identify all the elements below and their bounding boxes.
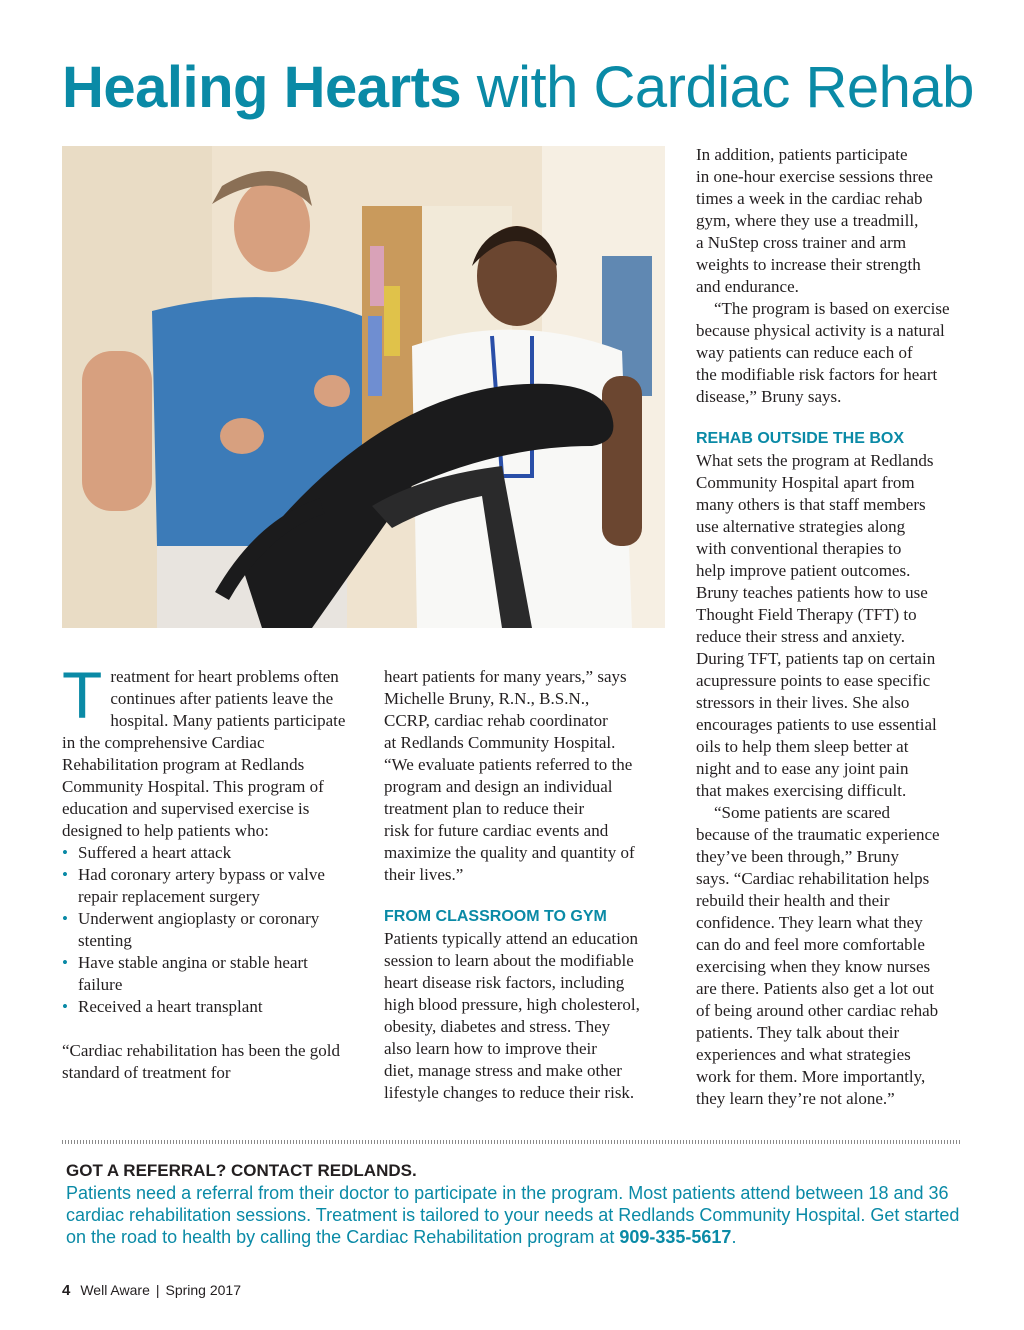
intro-paragraph	[62, 658, 352, 842]
bullet-icon: •	[62, 909, 68, 928]
column-2	[384, 666, 669, 1104]
list-item	[62, 864, 352, 908]
title-bold: Healing Hearts	[62, 55, 462, 120]
alternative-strategies-paragraph: What sets the program at Redlands Community Hospital apart from many others is that staff members use alternative strategies along with conventional therapies to help improve patient outcomes. Bruny teaches patients how to use Thought Field Therapy (TFT) to reduce their stress and anxiety. During TFT, patients tap on certain acupressure points to ease specific stressors in their lives. She also encourages patients to use essential oils to help them sleep better at night and to ease any joint pain that makes exercising difficult.	[696, 451, 937, 800]
section-heading-box: REHAB OUTSIDE THE BOX	[696, 430, 905, 447]
list-item-text: Received a heart transplant	[78, 997, 263, 1016]
page-footer	[62, 1282, 241, 1299]
list-item-text: Had coronary artery bypass or valve repair replacement surgery	[78, 865, 325, 906]
article-title	[62, 52, 974, 124]
footer-separator: |	[155, 1282, 160, 1298]
treadmill-photo	[62, 146, 665, 628]
list-item	[62, 996, 352, 1018]
issue-date: Spring 2017	[165, 1282, 242, 1298]
referral-end: .	[731, 1227, 737, 1247]
dotted-divider	[62, 1140, 962, 1144]
section-heading-gym: FROM CLASSROOM TO GYM	[384, 908, 607, 925]
bullet-icon: •	[62, 953, 68, 972]
column-3	[696, 144, 976, 1110]
referral-box	[66, 1160, 966, 1248]
referral-body	[66, 1182, 966, 1248]
program-quote-paragraph: “The program is based on exercise because physical activity is a natural way patients can reduce each of the modifiable risk factors for heart disease,” Bruny says.	[696, 299, 950, 406]
intro-lead: reatment for heart problems often continues after patients leave the hospital. Many patients participate in the comprehensive Cardiac Rehabilitation program at Redlands Community Hospital. This program of education and supervised exercise is designed to help patients who:	[62, 667, 346, 840]
list-item	[62, 842, 352, 864]
referral-heading: GOT A REFERRAL? CONTACT REDLANDS.	[66, 1161, 417, 1180]
column-1	[62, 658, 352, 1084]
list-item	[62, 952, 352, 996]
page-number: 4	[62, 1282, 71, 1299]
quote-start: “Cardiac rehabilitation has been the gold standard of treatment for	[62, 1041, 341, 1082]
publication-name: Well Aware	[80, 1282, 150, 1298]
bullet-icon: •	[62, 865, 68, 884]
list-item-text: Have stable angina or stable heart failure	[78, 953, 308, 994]
bullet-icon: •	[62, 997, 68, 1016]
education-paragraph: Patients typically attend an education session to learn about the modifiable heart disease risk factors, including high blood pressure, high cholesterol, obesity, diabetes and stress. They also learn how to improve their diet, manage stress and make other lifestyle changes to reduce their risk.	[384, 929, 640, 1102]
list-item	[62, 908, 352, 952]
list-item-text: Underwent angioplasty or coronary stenting	[78, 909, 320, 950]
scared-patients-paragraph: “Some patients are scared because of the traumatic experience they’ve been through,” Bruny says. “Cardiac rehabilitation helps rebuild their health and their confidence. They learn what they can do and feel more comfortable exercising when they know nurses are there. Patients also get a lot out of being around other cardiac rehab patients. They talk about their experiences and what strategies work for them. More importantly, they learn they’re not alone.”	[696, 803, 940, 1108]
drop-cap: T	[62, 658, 103, 732]
title-light: with Cardiac Rehab	[476, 55, 974, 120]
bullet-icon: •	[62, 843, 68, 862]
patient-criteria-list	[62, 842, 352, 1018]
phone-number: 909-335-5617	[619, 1227, 732, 1247]
referral-text: Patients need a referral from their doctor to participate in the program. Most patients attend between 18 and 36 cardiac rehabilitation sessions. Treatment is tailored to your needs at Redlands Community Hospital. Get started on the road to health by calling the Cardiac Rehabilitation program at	[66, 1183, 960, 1247]
exercise-paragraph: In addition, patients participate in one-hour exercise sessions three times a week in the cardiac rehab gym, where they use a treadmill, a NuStep cross trainer and arm weights to increase their strength and endurance.	[696, 145, 933, 296]
photo-illustration	[62, 146, 665, 628]
list-item-text: Suffered a heart attack	[78, 843, 232, 862]
quote-continued: heart patients for many years,” says Michelle Bruny, R.N., B.S.N., CCRP, cardiac rehab coordinator at Redlands Community Hospital. “We evaluate patients referred to the program and design an individual treatment plan to reduce their risk for future cardiac events and maximize the quality and quantity of their lives.”	[384, 667, 635, 884]
